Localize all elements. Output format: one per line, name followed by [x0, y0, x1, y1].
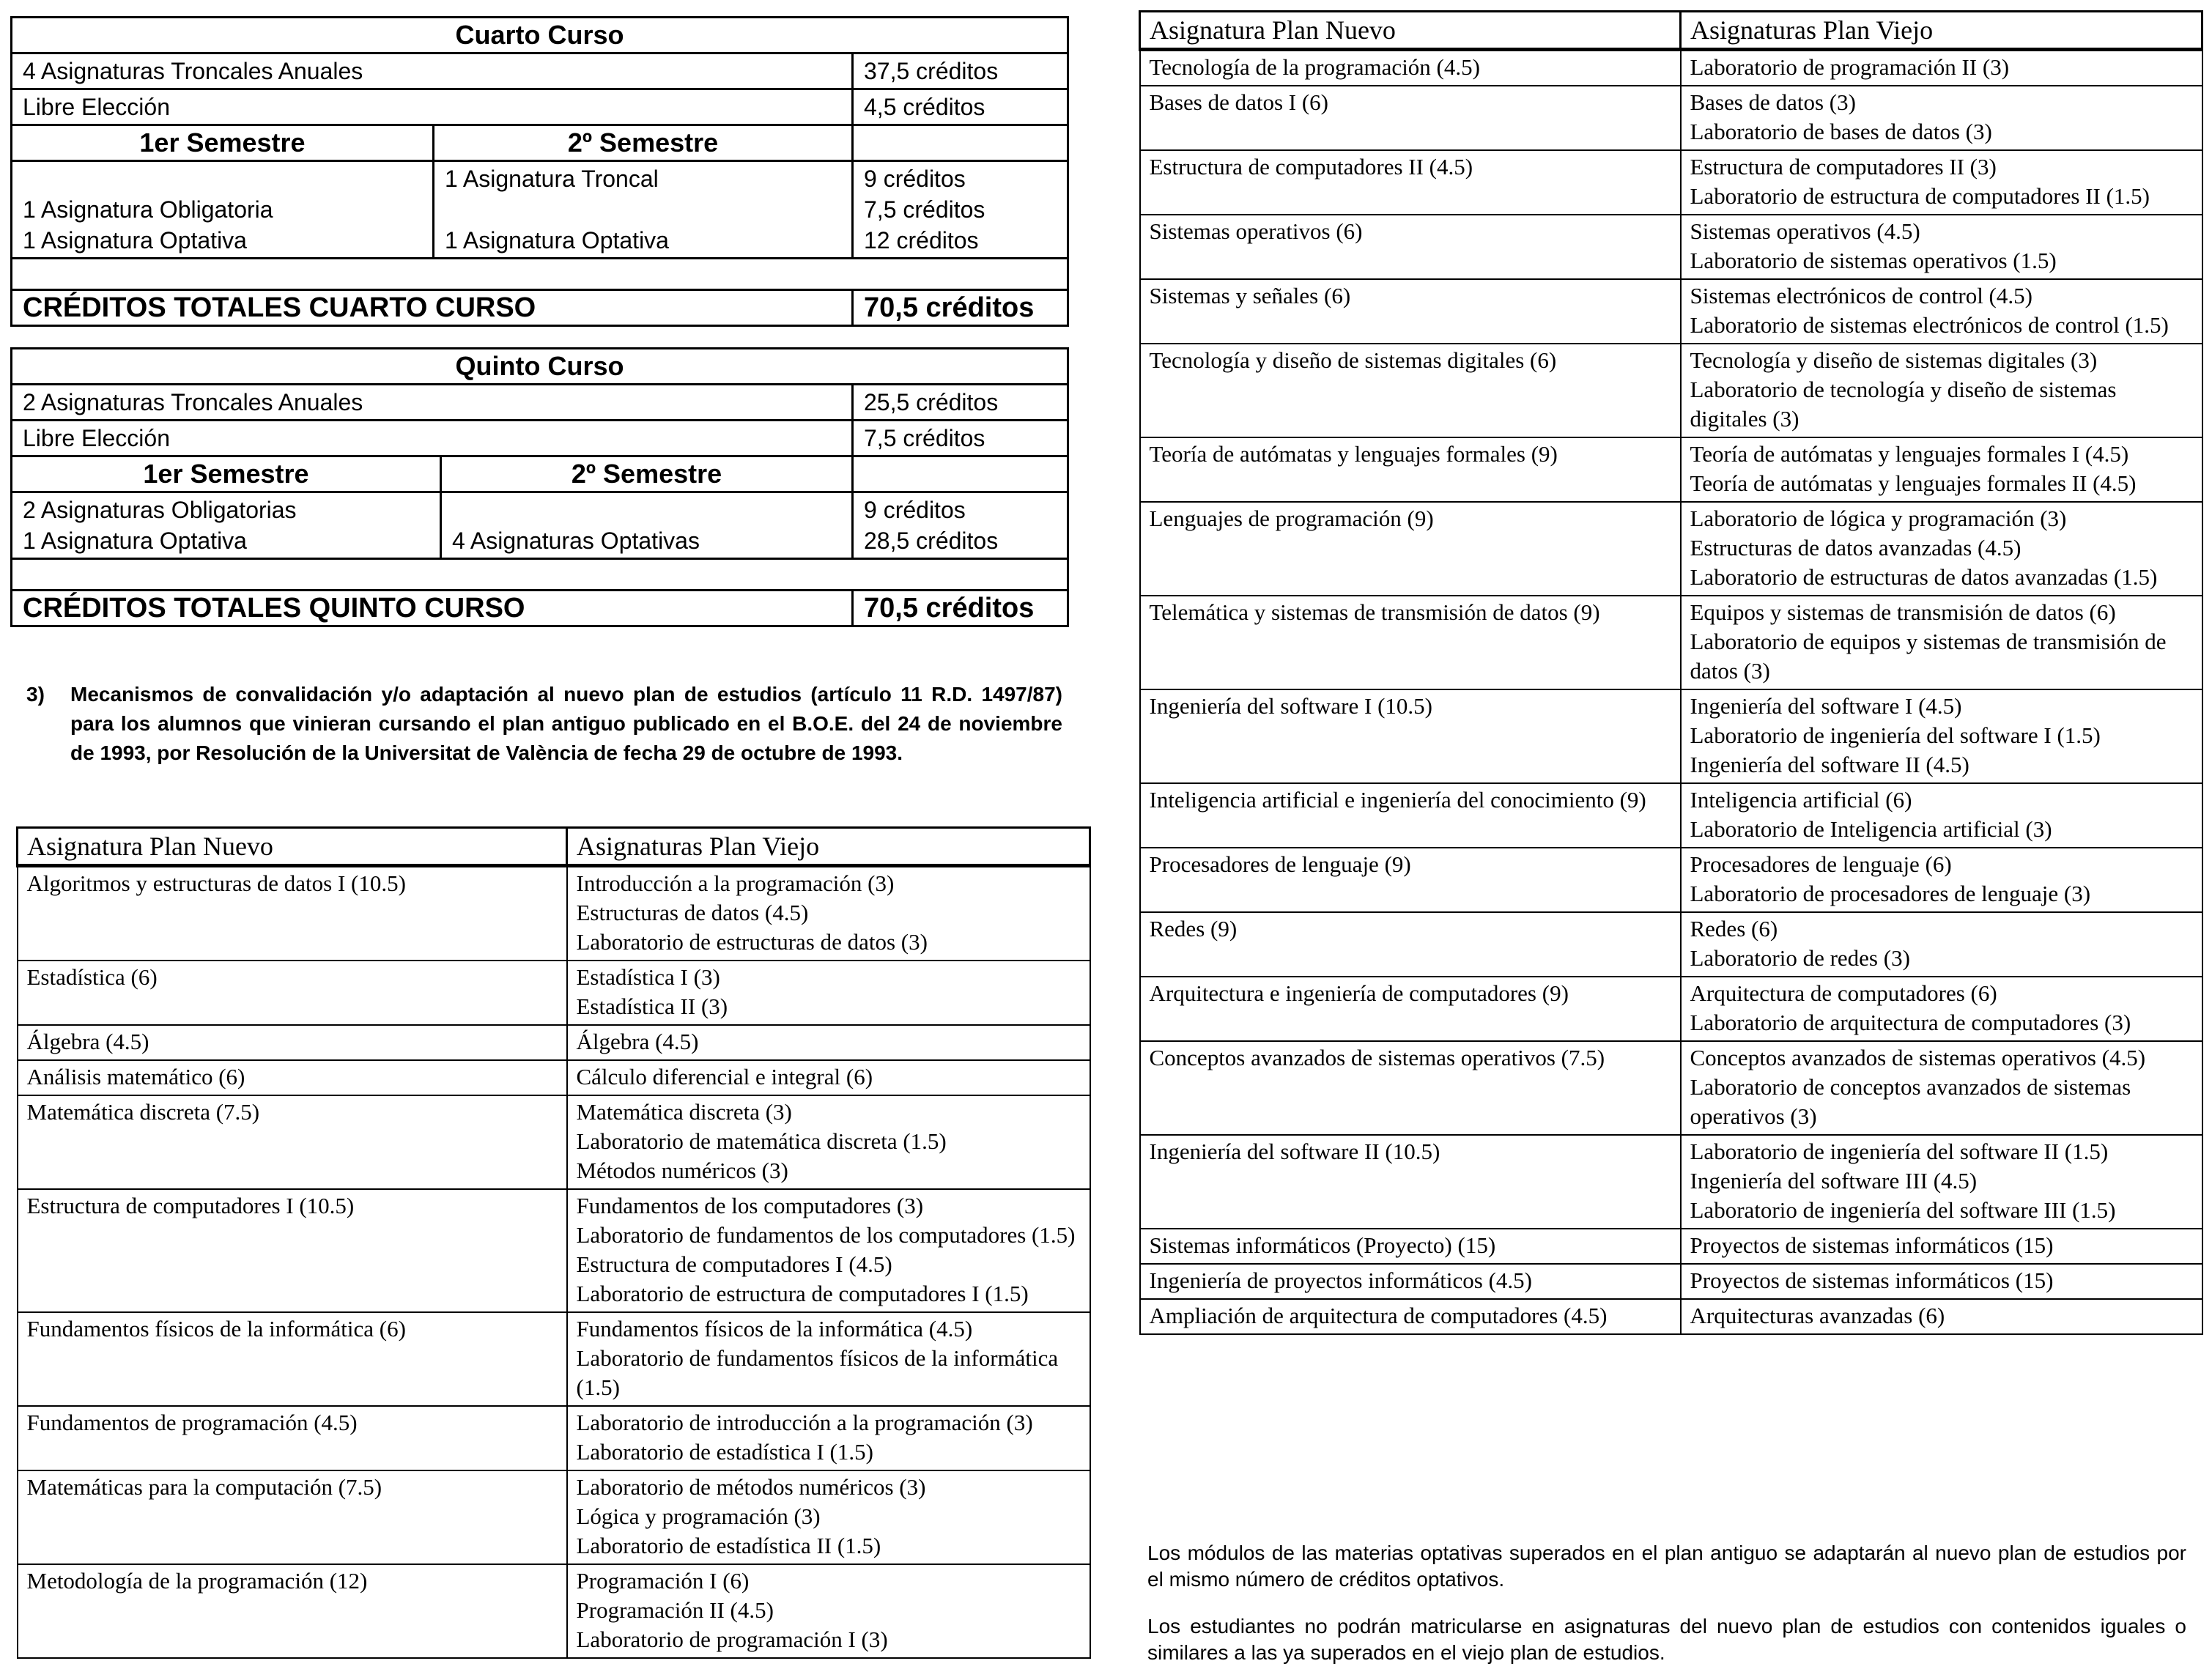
table-row	[1140, 1264, 2202, 1299]
table-row	[18, 866, 1090, 961]
old-subject: Equipos y sistemas de transmisión de datos (6)	[1690, 599, 2116, 625]
cuarto-values-cell	[853, 161, 1068, 259]
table-row	[1140, 279, 2202, 344]
old-subjects-cell	[1681, 50, 2202, 86]
cuarto-v3: 12 créditos	[864, 227, 979, 254]
quinto-total-label: CRÉDITOS TOTALES QUINTO CURSO	[12, 591, 853, 626]
table-row	[1140, 215, 2202, 279]
right-header-new: Asignatura Plan Nuevo	[1140, 12, 1681, 50]
old-subject: Laboratorio de programación I (3)	[576, 1627, 888, 1652]
cuarto-curso-table	[10, 16, 1069, 327]
old-subject: Laboratorio de procesadores de lenguaje (3)	[1690, 881, 2091, 906]
old-subject: Ingeniería del software III (4.5)	[1690, 1168, 1978, 1194]
cuarto-title: Cuarto Curso	[12, 18, 1068, 53]
old-subject: Laboratorio de programación II (3)	[1690, 54, 2010, 80]
old-subject: Ingeniería del software II (4.5)	[1690, 752, 1969, 777]
cuarto-total-value: 70,5 créditos	[853, 290, 1068, 326]
old-subjects-cell	[1681, 344, 2202, 437]
old-subject: Redes (6)	[1690, 916, 1778, 941]
old-subject: Laboratorio de redes (3)	[1690, 945, 1910, 971]
old-subject: Teoría de autómatas y lenguajes formales II (4.5)	[1690, 470, 2137, 496]
table-row	[1140, 1135, 2202, 1229]
new-subject-cell: Matemáticas para la computación (7.5)	[18, 1470, 567, 1564]
old-subjects-cell	[1681, 1299, 2202, 1334]
old-subject: Tecnología y diseño de sistemas digitales (3)	[1690, 347, 2098, 373]
old-subjects-cell	[1681, 596, 2202, 689]
new-subject-cell: Redes (9)	[1140, 912, 1681, 977]
old-subjects-cell	[1681, 912, 2202, 977]
new-subject-cell: Ingeniería del software II (10.5)	[1140, 1135, 1681, 1229]
cuarto-total-label: CRÉDITOS TOTALES CUARTO CURSO	[12, 290, 853, 326]
old-subjects-cell	[567, 1406, 1090, 1470]
table-row	[18, 1060, 1090, 1095]
old-subject: Laboratorio de métodos numéricos (3)	[576, 1474, 926, 1500]
old-subject: Estructura de computadores I (4.5)	[576, 1251, 892, 1277]
note-optativas: Los módulos de las materias optativas superados en el plan antiguo se adaptarán al nuevo plan de estudios por el mismo número de créditos optativos.	[1147, 1542, 2186, 1591]
table-row	[1140, 912, 2202, 977]
old-subject: Laboratorio de estadística I (1.5)	[576, 1439, 873, 1465]
quinto-curso-table	[10, 347, 1069, 627]
old-subjects-cell	[1681, 502, 2202, 596]
table-row	[18, 1025, 1090, 1060]
old-subjects-cell	[1681, 1041, 2202, 1135]
quinto-s2-line1: 4 Asignaturas Optativas	[452, 528, 700, 554]
quinto-s1-line2: 1 Asignatura Optativa	[23, 528, 247, 554]
old-subjects-cell	[567, 866, 1090, 961]
quinto-row2-value: 7,5 créditos	[853, 421, 1068, 456]
old-subject: Cálculo diferencial e integral (6)	[576, 1064, 873, 1089]
old-subject: Estadística I (3)	[576, 964, 720, 990]
table-row	[18, 1406, 1090, 1470]
cuarto-v1: 9 créditos	[864, 166, 966, 192]
old-subject: Estructura de computadores II (3)	[1690, 154, 1997, 180]
new-subject-cell: Arquitectura e ingeniería de computadores (9)	[1140, 977, 1681, 1041]
table-row	[1140, 437, 2202, 502]
table-row	[18, 1312, 1090, 1406]
new-subject-cell: Conceptos avanzados de sistemas operativos (7.5)	[1140, 1041, 1681, 1135]
table-row	[1140, 1041, 2202, 1135]
old-subject: Laboratorio de estructura de computadores I (1.5)	[576, 1281, 1029, 1306]
old-subjects-cell	[1681, 86, 2202, 150]
new-subject-cell: Ingeniería de proyectos informáticos (4.5)	[1140, 1264, 1681, 1299]
old-subject: Laboratorio de sistemas operativos (1.5)	[1690, 248, 2057, 273]
old-subjects-cell	[567, 1060, 1090, 1095]
quinto-sem2-header: 2º Semestre	[441, 456, 853, 492]
table-row	[1140, 344, 2202, 437]
new-subject-cell: Estadística (6)	[18, 961, 567, 1025]
old-subject: Laboratorio de bases de datos (3)	[1690, 119, 1992, 144]
old-subject: Laboratorio de equipos y sistemas de transmisión de datos (3)	[1690, 629, 2167, 684]
right-header-old: Asignaturas Plan Viejo	[1681, 12, 2202, 50]
new-subject-cell: Procesadores de lenguaje (9)	[1140, 848, 1681, 912]
quinto-v2: 28,5 créditos	[864, 528, 999, 554]
quinto-values-cell	[853, 492, 1068, 559]
old-subject: Proyectos de sistemas informáticos (15)	[1690, 1232, 2054, 1258]
old-subject: Laboratorio de introducción a la programación (3)	[576, 1410, 1033, 1435]
new-subject-cell: Tecnología de la programación (4.5)	[1140, 50, 1681, 86]
old-subject: Arquitecturas avanzadas (6)	[1690, 1303, 1945, 1328]
old-subject: Laboratorio de estructuras de datos (3)	[576, 929, 928, 955]
old-subject: Matemática discreta (3)	[576, 1099, 792, 1125]
new-subject-cell: Lenguajes de programación (9)	[1140, 502, 1681, 596]
cuarto-s2-line1: 1 Asignatura Troncal	[445, 166, 659, 192]
table-row	[1140, 86, 2202, 150]
old-subject: Laboratorio de estructuras de datos avanzadas (1.5)	[1690, 564, 2158, 590]
table-row	[1140, 689, 2202, 783]
old-subject: Laboratorio de lógica y programación (3)	[1690, 506, 2067, 531]
old-subject: Laboratorio de ingeniería del software III (1.5)	[1690, 1197, 2116, 1223]
cuarto-s2-line2: 1 Asignatura Optativa	[445, 227, 669, 254]
table-row	[1140, 596, 2202, 689]
old-subjects-cell	[567, 1025, 1090, 1060]
left-header-new: Asignatura Plan Nuevo	[18, 828, 567, 866]
old-subject: Laboratorio de matemática discreta (1.5)	[576, 1128, 947, 1154]
old-subjects-cell	[1681, 150, 2202, 215]
quinto-sem1-header: 1er Semestre	[12, 456, 441, 492]
left-header-old: Asignaturas Plan Viejo	[567, 828, 1090, 866]
table-row	[1140, 1299, 2202, 1334]
new-subject-cell: Inteligencia artificial e ingeniería del conocimiento (9)	[1140, 783, 1681, 848]
cuarto-s1-line1: 1 Asignatura Obligatoria	[23, 196, 273, 223]
old-subject: Laboratorio de estadística II (1.5)	[576, 1533, 881, 1558]
quinto-sem2-cell	[441, 492, 853, 559]
old-subjects-cell	[1681, 1229, 2202, 1264]
new-subject-cell: Sistemas informáticos (Proyecto) (15)	[1140, 1229, 1681, 1264]
table-row	[18, 1095, 1090, 1189]
old-subject: Sistemas electrónicos de control (4.5)	[1690, 283, 2032, 308]
old-subject: Ingeniería del software I (4.5)	[1690, 693, 1962, 719]
old-subjects-cell	[1681, 215, 2202, 279]
old-subjects-cell	[567, 1564, 1090, 1658]
old-subject: Laboratorio de arquitectura de computadores (3)	[1690, 1010, 2131, 1035]
section-3-text: Mecanismos de convalidación y/o adaptación al nuevo plan de estudios (artículo 11 R.D. 1497/87) para los alumnos que vinieran cursando el plan antiguo publicado en el B.O.E. del 24 de noviembre de 1993, por Resolución de la Universitat de València de fecha 29 de octubre de 1993.	[70, 683, 1062, 764]
old-subject: Arquitectura de computadores (6)	[1690, 980, 1997, 1006]
table-row	[1140, 977, 2202, 1041]
table-row	[1140, 150, 2202, 215]
old-subjects-cell	[567, 1470, 1090, 1564]
old-subject: Proyectos de sistemas informáticos (15)	[1690, 1268, 2054, 1293]
new-subject-cell: Bases de datos I (6)	[1140, 86, 1681, 150]
new-subject-cell: Análisis matemático (6)	[18, 1060, 567, 1095]
old-subjects-cell	[567, 1189, 1090, 1312]
new-subject-cell: Estructura de computadores II (4.5)	[1140, 150, 1681, 215]
table-row	[18, 1189, 1090, 1312]
table-row	[1140, 50, 2202, 86]
new-subject-cell: Fundamentos físicos de la informática (6)	[18, 1312, 567, 1406]
old-subject: Procesadores de lenguaje (6)	[1690, 851, 1952, 877]
old-subject: Fundamentos de los computadores (3)	[576, 1193, 924, 1218]
cuarto-s1-line2: 1 Asignatura Optativa	[23, 227, 247, 254]
new-subject-cell: Tecnología y diseño de sistemas digitales (6)	[1140, 344, 1681, 437]
old-subject: Lógica y programación (3)	[576, 1503, 821, 1529]
old-subject: Laboratorio de tecnología y diseño de sistemas digitales (3)	[1690, 377, 2117, 432]
cuarto-row2-value: 4,5 créditos	[853, 89, 1068, 125]
old-subject: Estructuras de datos avanzadas (4.5)	[1690, 535, 2021, 560]
old-subjects-cell	[1681, 783, 2202, 848]
quinto-title: Quinto Curso	[12, 349, 1068, 385]
old-subject: Laboratorio de estructura de computadores II (1.5)	[1690, 183, 2150, 209]
old-subject: Laboratorio de sistemas electrónicos de control (1.5)	[1690, 312, 2169, 338]
old-subject: Métodos numéricos (3)	[576, 1158, 788, 1183]
quinto-sem1-cell	[12, 492, 441, 559]
note-matricula: Los estudiantes no podrán matricularse en asignaturas del nuevo plan de estudios con contenidos iguales o similares a las ya superados en el viejo plan de estudios.	[1147, 1615, 2186, 1664]
old-subject: Inteligencia artificial (6)	[1690, 787, 1912, 813]
table-row	[18, 961, 1090, 1025]
new-subject-cell: Metodología de la programación (12)	[18, 1564, 567, 1658]
new-subject-cell: Sistemas operativos (6)	[1140, 215, 1681, 279]
quinto-v1: 9 créditos	[864, 497, 966, 523]
quinto-row1-label: 2 Asignaturas Troncales Anuales	[12, 385, 853, 421]
new-subject-cell: Sistemas y señales (6)	[1140, 279, 1681, 344]
table-row	[18, 1564, 1090, 1658]
old-subjects-cell	[1681, 848, 2202, 912]
old-subject: Sistemas operativos (4.5)	[1690, 218, 1920, 244]
cuarto-sem2-cell	[434, 161, 853, 259]
old-subjects-cell	[1681, 1135, 2202, 1229]
new-subject-cell: Ingeniería del software I (10.5)	[1140, 689, 1681, 783]
old-subjects-cell	[1681, 437, 2202, 502]
cuarto-v2: 7,5 créditos	[864, 196, 985, 223]
old-subject: Laboratorio de conceptos avanzados de sistemas operativos (3)	[1690, 1074, 2131, 1129]
section-3-heading	[26, 680, 1062, 768]
table-row	[1140, 502, 2202, 596]
cuarto-row1-label: 4 Asignaturas Troncales Anuales	[12, 53, 853, 89]
old-subject: Estructuras de datos (4.5)	[576, 900, 809, 925]
old-subject: Introducción a la programación (3)	[576, 870, 895, 896]
section-3-number: 3)	[26, 683, 45, 706]
table-row	[18, 1470, 1090, 1564]
new-subject-cell: Estructura de computadores I (10.5)	[18, 1189, 567, 1312]
quinto-row2-label: Libre Elección	[12, 421, 853, 456]
old-subjects-cell	[1681, 977, 2202, 1041]
old-subject: Estadística II (3)	[576, 993, 728, 1019]
table-row	[1140, 783, 2202, 848]
old-subjects-cell	[567, 1312, 1090, 1406]
cuarto-row1-value: 37,5 créditos	[853, 53, 1068, 89]
old-subject: Álgebra (4.5)	[576, 1029, 699, 1054]
old-subject: Laboratorio de fundamentos físicos de la informática (1.5)	[576, 1345, 1059, 1400]
old-subjects-cell	[1681, 1264, 2202, 1299]
new-subject-cell: Telemática y sistemas de transmisión de datos (9)	[1140, 596, 1681, 689]
new-subject-cell: Matemática discreta (7.5)	[18, 1095, 567, 1189]
quinto-total-value: 70,5 créditos	[853, 591, 1068, 626]
old-subjects-cell	[1681, 689, 2202, 783]
equivalence-table-left	[16, 826, 1091, 1659]
old-subjects-cell	[1681, 279, 2202, 344]
old-subjects-cell	[567, 961, 1090, 1025]
new-subject-cell: Algoritmos y estructuras de datos I (10.5)	[18, 866, 567, 961]
new-subject-cell: Fundamentos de programación (4.5)	[18, 1406, 567, 1470]
old-subject: Laboratorio de fundamentos de los computadores (1.5)	[576, 1222, 1076, 1248]
old-subject: Conceptos avanzados de sistemas operativos (4.5)	[1690, 1045, 2146, 1070]
old-subject: Fundamentos físicos de la informática (4.5)	[576, 1316, 973, 1342]
old-subject: Laboratorio de ingeniería del software I (1.5)	[1690, 722, 2101, 748]
equivalence-table-right	[1139, 10, 2203, 1335]
cuarto-sem1-header: 1er Semestre	[12, 125, 434, 161]
old-subjects-cell	[567, 1095, 1090, 1189]
table-row	[1140, 1229, 2202, 1264]
old-subject: Laboratorio de ingeniería del software II (1.5)	[1690, 1139, 2109, 1164]
old-subject: Programación II (4.5)	[576, 1597, 774, 1623]
new-subject-cell: Teoría de autómatas y lenguajes formales (9)	[1140, 437, 1681, 502]
cuarto-sem2-header: 2º Semestre	[434, 125, 853, 161]
table-row	[1140, 848, 2202, 912]
quinto-s1-line1: 2 Asignaturas Obligatorias	[23, 497, 297, 523]
quinto-row1-value: 25,5 créditos	[853, 385, 1068, 421]
new-subject-cell: Ampliación de arquitectura de computadores (4.5)	[1140, 1299, 1681, 1334]
old-subject: Bases de datos (3)	[1690, 89, 1856, 115]
old-subject: Laboratorio de Inteligencia artificial (3)	[1690, 816, 2052, 842]
cuarto-row2-label: Libre Elección	[12, 89, 853, 125]
old-subject: Teoría de autómatas y lenguajes formales I (4.5)	[1690, 441, 2129, 467]
old-subject: Programación I (6)	[576, 1568, 750, 1594]
new-subject-cell: Álgebra (4.5)	[18, 1025, 567, 1060]
cuarto-sem1-cell	[12, 161, 434, 259]
